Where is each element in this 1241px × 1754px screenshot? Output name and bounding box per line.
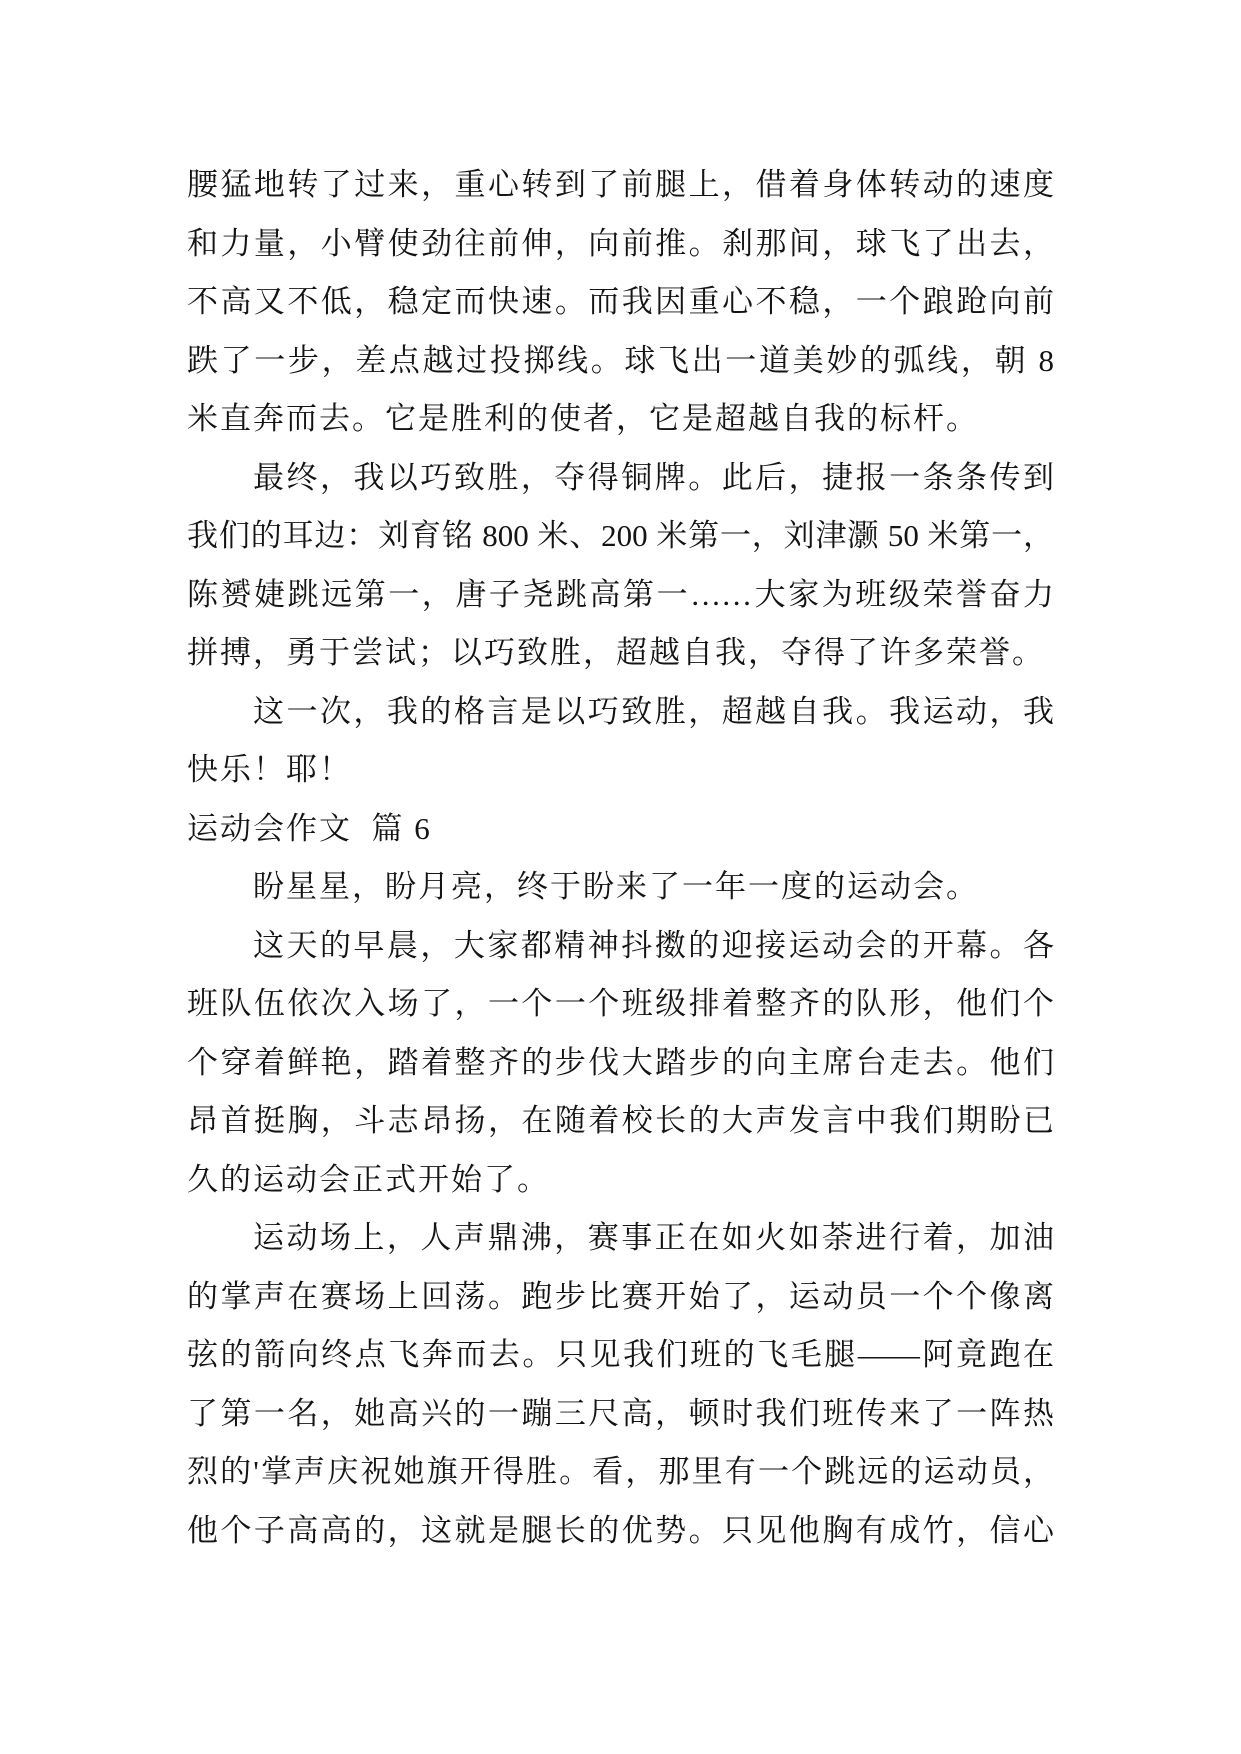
text-line: 弦的箭向终点飞奔而去。只见我们班的飞毛腿——阿竟跑在 [187,1337,1054,1372]
text-line: 的掌声在赛场上回荡。跑步比赛开始了，运动员一个个像离 [187,1278,1054,1314]
essay-heading: 运动会作文 篇 6 [187,810,432,846]
text-line: 米直奔而去。它是胜利的使者，它是超越自我的标杆。 [187,401,979,436]
paragraph [187,683,1054,800]
text-line: 快乐！耶！ [187,752,352,787]
paragraph [187,917,1054,1210]
text-line: 跌了一步，差点越过投掷线。球飞出一道美妙的弧线，朝 8 [187,342,1054,378]
text-line: 这一次，我的格言是以巧致胜，超越自我。我运动，我 [253,693,1054,729]
paragraph [187,1209,1054,1560]
text-line: 烈的'掌声庆祝她旗开得胜。看，那里有一个跳远的运动员， [187,1454,1054,1489]
text-line: 运动场上，人声鼎沸，赛事正在如火如荼进行着，加油 [253,1220,1054,1255]
text-line: 拼搏，勇于尝试；以巧致胜，超越自我，夺得了许多荣誉。 [187,635,1045,670]
text-line: 不高又不低，稳定而快速。而我因重心不稳，一个踉跄向前 [187,284,1054,319]
text-line: 个穿着鲜艳，踏着整齐的步伐大踏步的向主席台走去。他们 [187,1044,1054,1080]
document-body [187,156,1054,1560]
paragraph [187,858,1054,917]
essay-6-section [187,800,1054,1561]
text-line: 腰猛地转了过来，重心转到了前腿上，借着身体转动的速度 [187,167,1054,202]
text-line: 我们的耳边：刘育铭 800 米、200 米第一，刘津灏 50 米第一， [187,518,1054,553]
text-line: 陈赟婕跳远第一，唐子尧跳高第一……大家为班级荣誉奋力 [187,576,1054,612]
text-line: 了第一名，她高兴的一蹦三尺高，顿时我们班传来了一阵热 [187,1395,1054,1431]
text-line: 最终，我以巧致胜，夺得铜牌。此后，捷报一条条传到 [253,459,1054,495]
text-line: 盼星星，盼月亮，终于盼来了一年一度的运动会。 [253,869,979,904]
text-line: 久的运动会正式开始了。 [187,1161,550,1197]
text-line: 他个子高高的，这就是腿长的优势。只见他胸有成竹，信心 [187,1512,1054,1548]
text-line: 和力量，小臂使劲往前伸，向前推。刹那间，球飞了出去， [187,225,1054,261]
previous-essay-ending [187,156,1054,800]
paragraph [187,156,1054,449]
paragraph [187,449,1054,683]
text-line: 这天的早晨，大家都精神抖擞的迎接运动会的开幕。各 [253,927,1054,963]
text-line: 昂首挺胸，斗志昂扬，在随着校长的大声发言中我们期盼已 [187,1103,1054,1138]
text-line: 班队伍依次入场了，一个一个班级排着整齐的队形，他们个 [187,986,1054,1021]
